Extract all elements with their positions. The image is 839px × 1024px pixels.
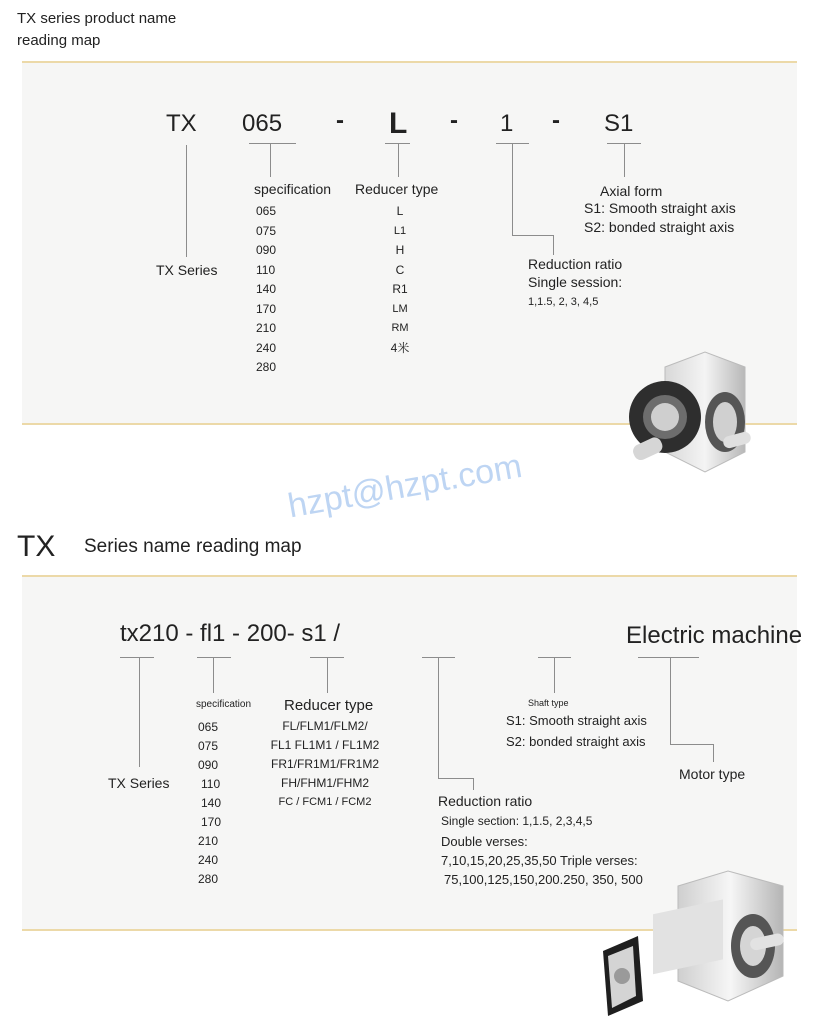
spec-item: 110 [201, 777, 221, 791]
reduction-ratio-single: Single section: 1,1.5, 2,3,4,5 [441, 814, 593, 828]
reduction-ratio-heading: Reduction ratio [438, 793, 533, 809]
shaft-type-heading: Shaft type [528, 698, 569, 708]
reducer-item: 4米 [390, 340, 410, 355]
connector-line [120, 657, 154, 658]
section1-title-line1: TX series product name [17, 10, 177, 27]
connector-line [186, 145, 187, 257]
connector-line [624, 143, 625, 177]
spec-item: 140 [201, 796, 222, 810]
connector-line [553, 235, 554, 255]
connector-line [554, 657, 555, 693]
gearbox-image [625, 342, 755, 492]
reduction-ratio-heading: Reduction ratio [528, 256, 623, 272]
reducer-type-heading: Reducer type [355, 181, 439, 197]
connector-line [713, 744, 714, 762]
section2-motor-code: Electric machine [626, 622, 803, 649]
axial-form-s1: S1: Smooth straight axis [584, 200, 736, 216]
spec-item: 065 [256, 204, 277, 218]
axial-form-s2: S2: bonded straight axis [584, 219, 735, 235]
connector-line [473, 778, 474, 790]
connector-line [512, 235, 554, 236]
connector-line [139, 657, 140, 767]
code-dash: - [552, 107, 560, 134]
connector-line [638, 657, 699, 658]
reducer-item: RM [391, 322, 409, 334]
spec-item: 240 [256, 340, 277, 355]
reduction-ratio-values: 1,1.5, 2, 3, 4,5 [528, 296, 599, 308]
connector-line [213, 657, 214, 693]
connector-line [270, 143, 271, 177]
watermark-text: hzpt@hzpt.com [285, 446, 525, 526]
series-label: TX Series [108, 775, 170, 791]
reduction-ratio-double-label: Double verses: [441, 834, 528, 849]
reducer-item: L [396, 204, 404, 218]
reducer-item: C [395, 262, 405, 277]
connector-line [670, 657, 671, 744]
spec-item: 140 [256, 282, 277, 296]
shaft-type-s2: S2: bonded straight axis [506, 734, 646, 749]
connector-line [398, 143, 399, 177]
code-series: TX [166, 110, 197, 137]
reducer-item: FL1 FL1M1 / FL1M2 [270, 738, 380, 752]
spec-item: 280 [198, 872, 219, 886]
reducer-item: FH/FHM1/FHM2 [281, 776, 369, 790]
gearbox-motor-image [598, 866, 798, 1016]
section1-title-line2: reading map [17, 32, 101, 49]
reducer-type-list [388, 202, 412, 358]
spec-item: 170 [256, 301, 277, 316]
connector-line [249, 143, 296, 144]
reducer-item: LM [392, 302, 408, 315]
code-dash: - [336, 107, 344, 134]
connector-line [197, 657, 231, 658]
reducer-item: R1 [392, 282, 408, 296]
code-spec: 065 [242, 110, 283, 137]
connector-line [327, 657, 328, 693]
spec-item: 170 [201, 815, 222, 829]
specification-list [198, 718, 221, 889]
reducer-item: H [395, 243, 405, 257]
spec-item: 110 [256, 262, 276, 277]
reducer-type-list [266, 717, 384, 812]
series-label: TX Series [156, 262, 218, 278]
code-ratio: 1 [500, 110, 514, 137]
connector-line [438, 657, 439, 778]
axial-form-heading: Axial form [600, 183, 663, 199]
spec-item: 075 [256, 223, 277, 238]
spec-item: 075 [198, 739, 219, 753]
reducer-item: FR1/FR1M1/FR1M2 [270, 757, 380, 771]
code-axis: S1 [604, 110, 634, 137]
spec-item: 210 [198, 834, 219, 848]
spec-item: 065 [198, 720, 219, 734]
shaft-type-s1: S1: Smooth straight axis [506, 713, 647, 728]
section2-title-rest: Series name reading map [84, 536, 302, 557]
spec-item: 280 [256, 360, 277, 374]
code-type: L [389, 107, 408, 140]
reduction-ratio-subheading: Single session: [528, 274, 623, 290]
section2-title-big: TX [17, 530, 56, 563]
connector-line [670, 744, 713, 745]
spec-item: 090 [256, 243, 277, 257]
specification-list [256, 202, 276, 378]
reduction-ratio-double-values: 7,10,15,20,25,35,50 Triple verses: [441, 853, 638, 868]
code-dash: - [450, 107, 458, 134]
spec-item: 090 [198, 758, 219, 772]
reducer-item: L1 [393, 224, 407, 237]
reducer-item: FC / FCM1 / FCM2 [278, 796, 372, 808]
reduction-ratio-triple-values: 75,100,125,150,200.250, 350, 500 [444, 872, 643, 887]
spec-item: 210 [256, 321, 277, 335]
specification-heading: specification [196, 699, 252, 710]
motor-type-label: Motor type [679, 766, 746, 782]
section2-code: tx210 - fl1 - 200- s1 / [120, 620, 341, 647]
spec-item: 240 [198, 853, 219, 867]
reducer-item: FL/FLM1/FLM2/ [282, 719, 368, 733]
connector-line [438, 778, 474, 779]
reducer-type-heading: Reducer type [284, 697, 374, 714]
connector-line [512, 143, 513, 235]
specification-heading: specification [254, 181, 332, 197]
